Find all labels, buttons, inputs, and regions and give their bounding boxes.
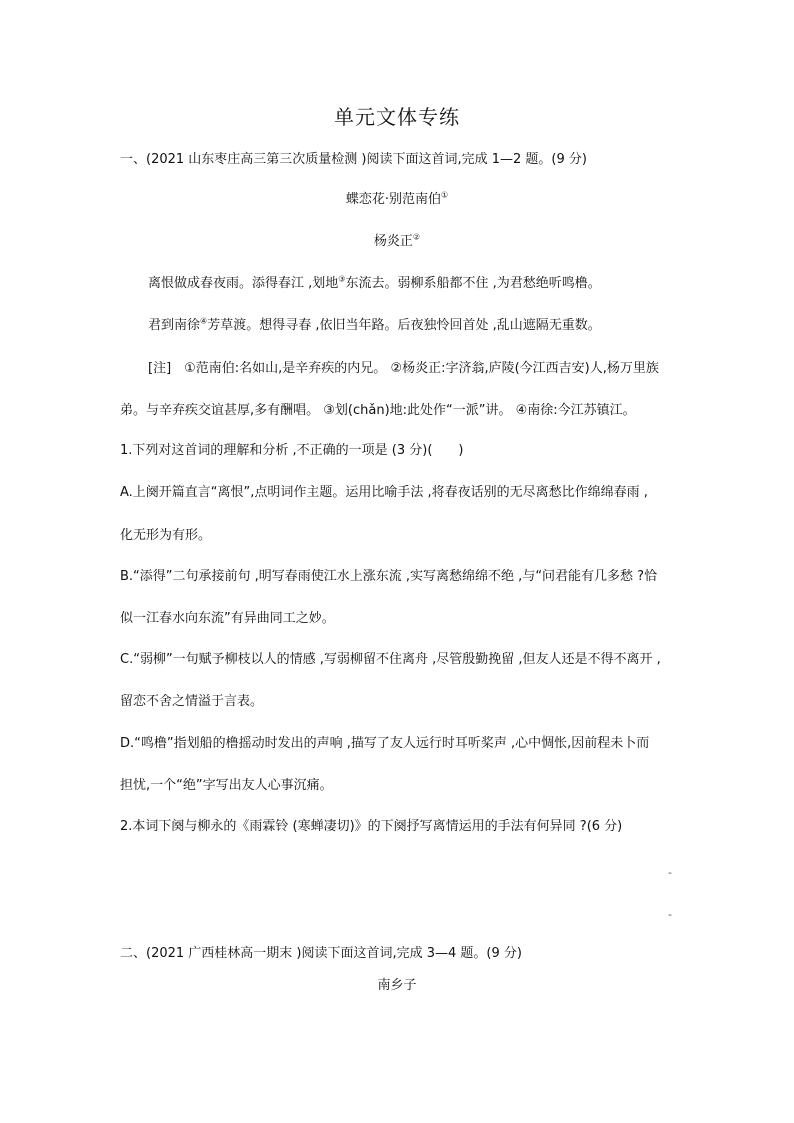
section1-heading: 一、(2021 山东枣庄高三第三次质量检测 )阅读下面这首词,完成 1—2 题。(9 分) <box>120 152 587 167</box>
section2-poem-title: 南乡子 <box>377 978 417 993</box>
poem-line-1 <box>148 276 601 292</box>
poem-title-footnote-mark: ① <box>440 190 449 200</box>
option-d-line-1: D.“鸣橹”指划船的橹摇动时发出的声响 ,描写了友人远行时耳听桨声 ,心中惆怅,因前程未卜而 <box>120 736 650 751</box>
poem-line-2-part-a: 君到南徐 <box>148 318 201 333</box>
poem-title <box>0 192 794 208</box>
option-c-line-1: C.“弱柳”一句赋予柳枝以人的情感 ,写弱柳留不住离舟 ,尽管殷勤挽留 ,但友人还是不得不离开 , <box>120 652 661 667</box>
option-a-line-1: A.上阕开篇直言“离恨”,点明词作主题。运用比喻手法 ,将春夜话别的无尽离愁比作绵绵春雨 , <box>120 485 648 500</box>
poem-line-1-part-a: 离恨做成春夜雨。添得春江 ,划地 <box>148 276 339 291</box>
poem-line-1-part-b: 东流去。弱柳系船都不住 ,为君愁绝听鸣橹。 <box>345 276 601 291</box>
answer-blank-mark-2: - <box>668 908 672 921</box>
section2-heading: 二、(2021 广西桂林高一期末 )阅读下面这首词,完成 3—4 题。(9 分) <box>120 946 522 961</box>
question-1-stem: 1.下列对这首词的理解和分析 ,不正确的一项是 (3 分)( ) <box>120 443 464 458</box>
option-b-line-1: B.“添得”二句承接前句 ,明写春雨使江水上涨东流 ,实写离愁绵绵不绝 ,与“问君能有几多愁 ?恰 <box>120 569 658 584</box>
notes-line-2: 弟。与辛弃疾交谊甚厚,多有酬唱。 ③划(chǎn)地:此处作“一派”讲。 ④南徐:今江苏镇江。 <box>120 403 636 418</box>
footnote-mark-4: ④ <box>200 316 208 326</box>
author-footnote-mark: ② <box>412 232 421 242</box>
poem-title-text: 蝶恋花·别范南伯 <box>345 192 441 207</box>
option-b-line-2: 似一江春水向东流”有异曲同工之妙。 <box>120 611 335 626</box>
answer-blank-mark-1: - <box>668 866 672 879</box>
page-title: 单元文体专练 <box>334 105 460 129</box>
option-a-line-2: 化无形为有形。 <box>120 528 212 543</box>
notes-line-1: [注] ①范南伯:名如山,是辛弃疾的内兄。 ②杨炎正:字济翁,庐陵(今江西吉安)人,杨万里族 <box>148 361 659 376</box>
footnote-mark-3: ③ <box>338 274 346 284</box>
poem-author <box>0 234 794 250</box>
option-d-line-2: 担忧,一个“绝”字写出友人心事沉痛。 <box>120 778 333 793</box>
poem-line-2-part-b: 芳草渡。想得寻春 ,依旧当年路。后夜独怜回首处 ,乱山遮隔无重数。 <box>207 318 601 333</box>
option-c-line-2: 留恋不舍之情溢于言表。 <box>120 694 264 709</box>
question-2-stem: 2.本词下阕与柳永的《雨霖铃 (寒蝉凄切)》的下阕抒写离情运用的手法有何异同 ?(6 分) <box>120 819 623 834</box>
poem-author-text: 杨炎正 <box>373 234 413 249</box>
poem-line-2 <box>148 318 601 334</box>
